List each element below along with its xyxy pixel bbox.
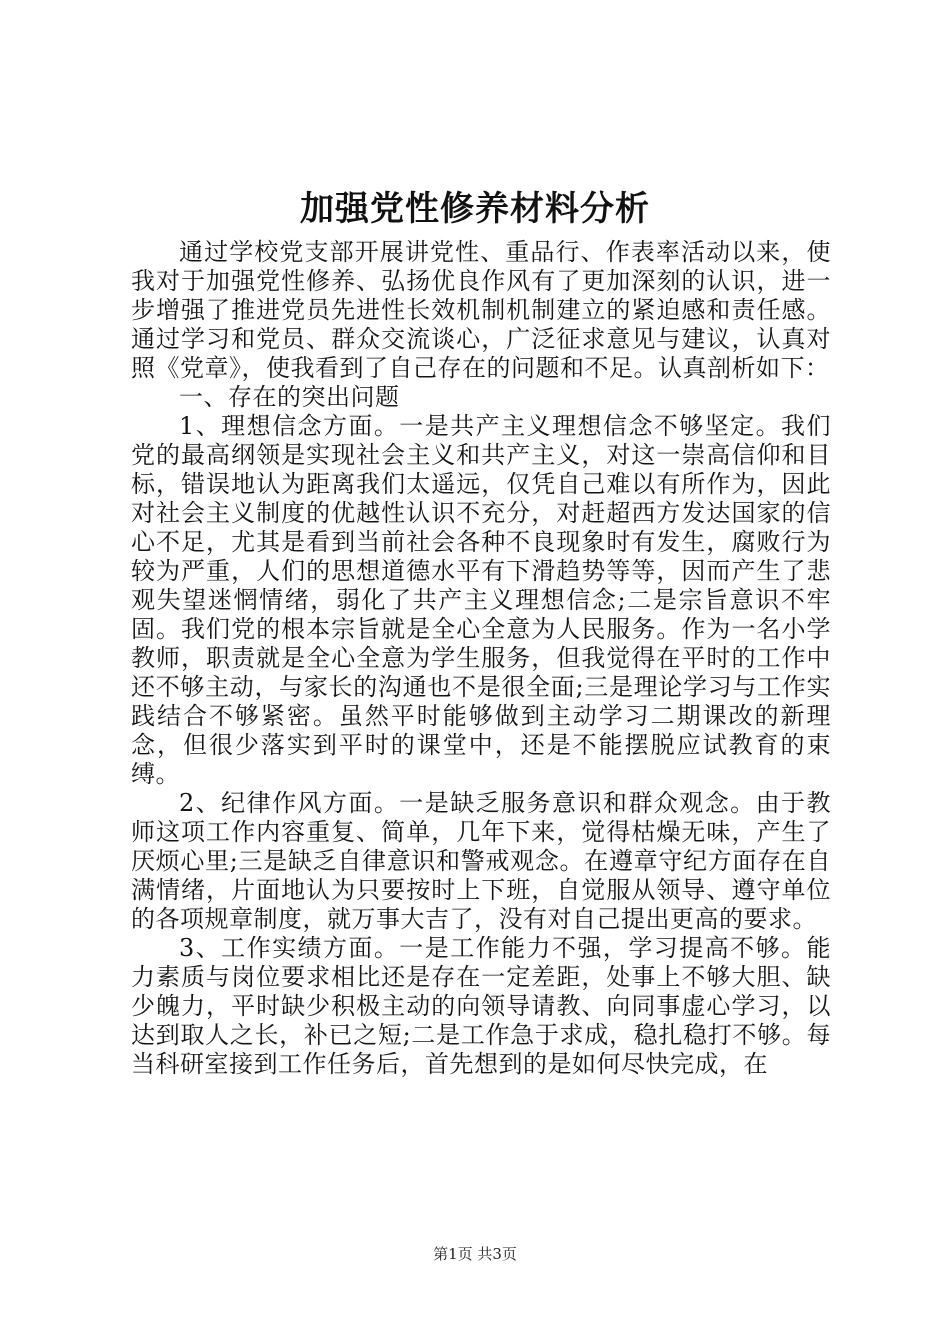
page-footer: 第1页 共3页 bbox=[433, 1245, 517, 1263]
document-title: 加强党性修养材料分析 bbox=[300, 189, 650, 229]
paragraph-work-performance: 3、工作实绩方面。一是工作能力不强，学习提高不够。能力素质与岗位要求相比还是存在一定差距，处事上不够大胆、缺少魄力，平时缺少积极主动的向领导请教、向同事虚心学习，以达到取人之长，补已之短;二是工作急于求成，稳扎稳打不够。每当科研室接到工作任务后，首先想到的是如何尽快完成，在 bbox=[131, 934, 831, 1078]
document-body bbox=[131, 238, 831, 1079]
intro-paragraph: 通过学校党支部开展讲党性、重品行、作表率活动以来，使我对于加强党性修养、弘扬优良作风有了更加深刻的认识，进一步增强了推进党员先进性长效机制机制建立的紧迫感和责任感。通过学习和党员、群众交流谈心，广泛征求意见与建议，认真对照《党章》，使我看到了自己存在的问题和不足。认真剖析如下： bbox=[131, 238, 831, 382]
paragraph-discipline: 2、纪律作风方面。一是缺乏服务意识和群众观念。由于教师这项工作内容重复、简单，几年下来，觉得枯燥无味，产生了厌烦心里;三是缺乏自律意识和警戒观念。在遵章守纪方面存在自满情绪，片面地认为只要按时上下班，自觉服从领导、遵守单位的各项规章制度，就万事大吉了，没有对自己提出更高的要求。 bbox=[131, 789, 831, 933]
section-heading: 一、存在的突出问题 bbox=[179, 383, 400, 411]
paragraph-ideals: 1、理想信念方面。一是共产主义理想信念不够坚定。我们党的最高纲领是实现社会主义和共产主义，对这一崇高信仰和目标，错误地认为距离我们太遥远，仅凭自己难以有所作为，因此对社会主义制度的优越性认识不充分，对赶超西方发达国家的信心不足，尤其是看到当前社会各种不良现象时有发生，腐败行为较为严重，人们的思想道德水平有下滑趋势等等，因而产生了悲观失望迷惘情绪，弱化了共产主义理想信念;二是宗旨意识不牢固。我们党的根本宗旨就是全心全意为人民服务。作为一名小学教师，职责就是全心全意为学生服务，但我觉得在平时的工作中还不够主动，与家长的沟通也不是很全面;三是理论学习与工作实践结合不够紧密。虽然平时能够做到主动学习二期课改的新理念，但很少落实到平时的课堂中，还是不能摆脱应试教育的束缚。 bbox=[131, 412, 831, 788]
